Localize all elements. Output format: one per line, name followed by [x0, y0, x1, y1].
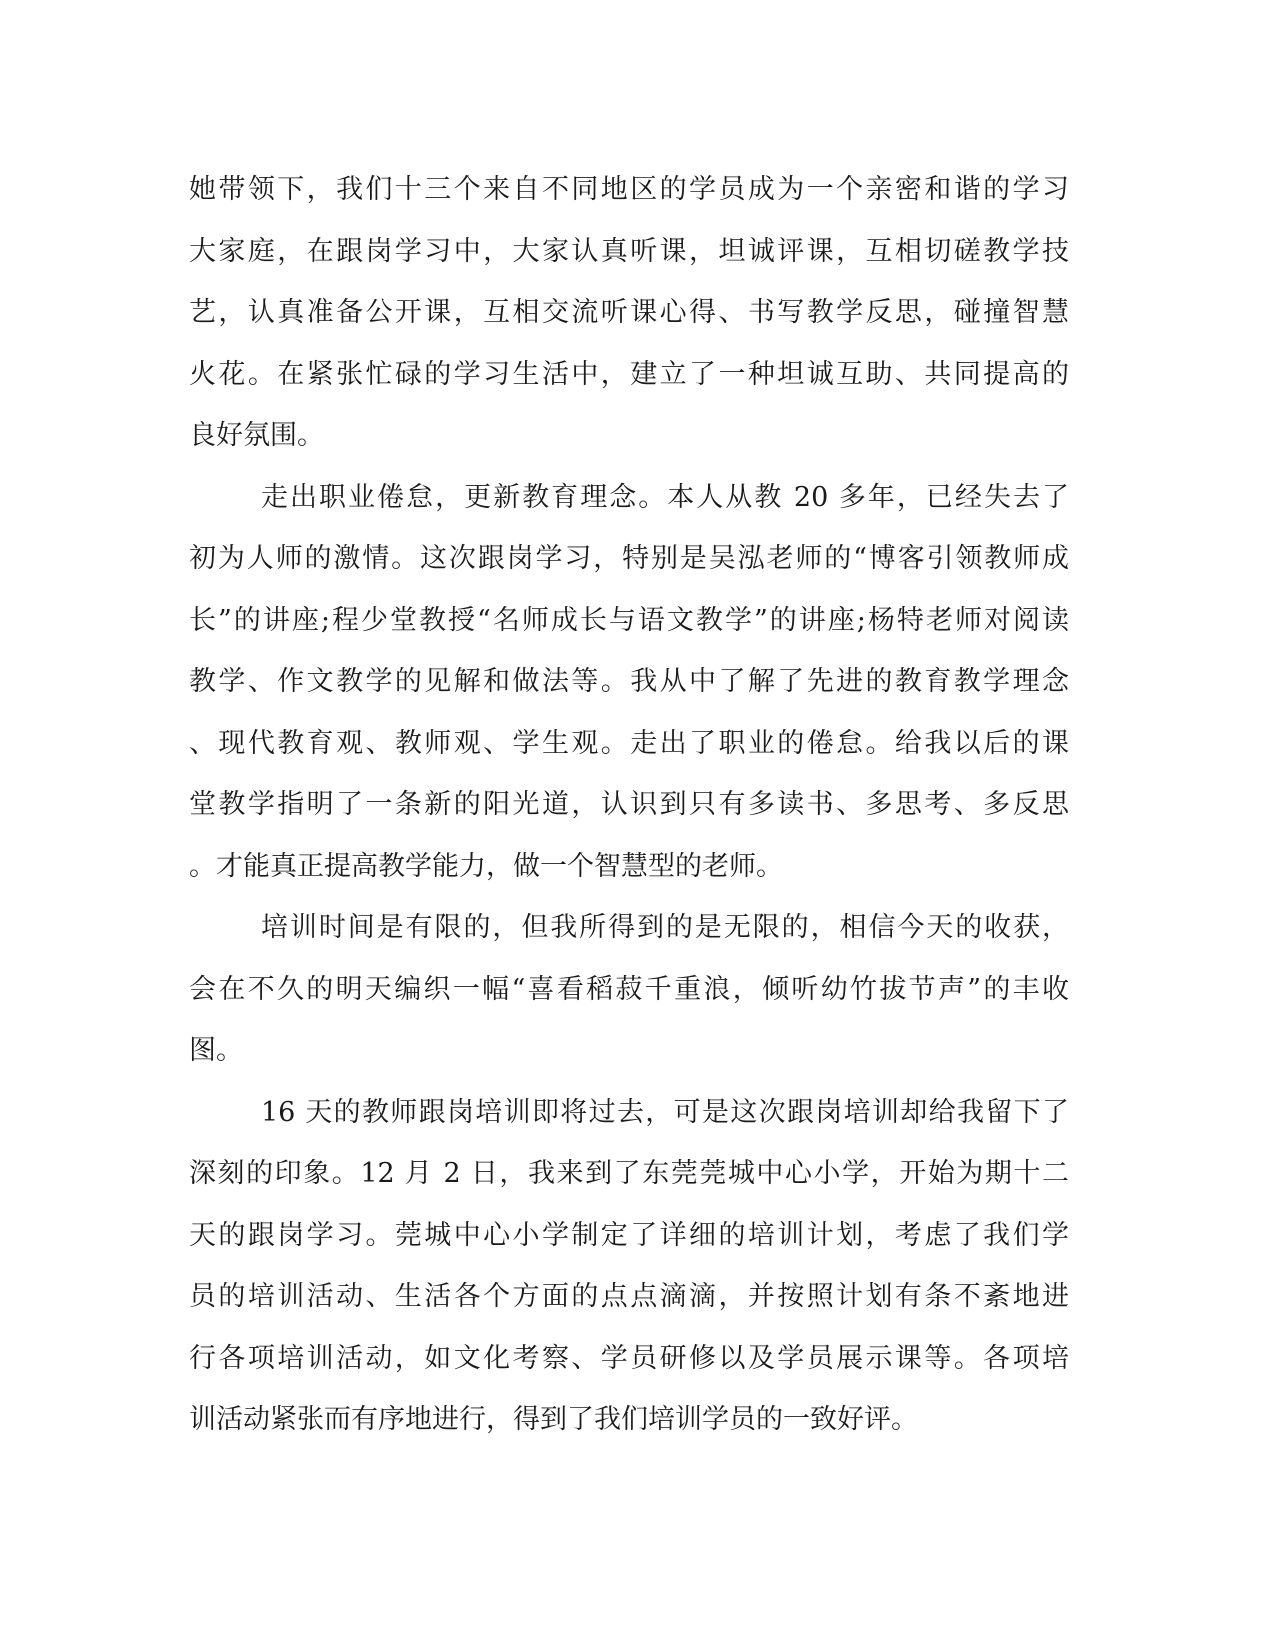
text-line: 她带领下，我们十三个来自不同地区的学员成为一个亲密和谐的学习 — [189, 174, 1069, 205]
text-line: 深刻的印象。12 月 2 日，我来到了东莞莞城中心小学，开始为期十二 — [189, 1158, 1069, 1189]
text-line: 、现代教育观、教师观、学生观。走出了职业的倦怠。给我以后的课 — [189, 727, 1069, 759]
text-line: 员的培训活动、生活各个方面的点点滴滴，并按照计划有条不紊地进 — [189, 1281, 1069, 1312]
text-line: 16 天的教师跟岗培训即将过去，可是这次跟岗培训却给我留下了 — [261, 1096, 1069, 1128]
paragraph-2 — [189, 467, 1069, 898]
text-line: 艺，认真准备公开课，互相交流听课心得、书写教学反思，碰撞智慧 — [189, 297, 1069, 328]
text-line: 初为人师的激情。这次跟岗学习，特别是吴泓老师的“博客引领教师成 — [189, 543, 1069, 574]
text-line: 培训时间是有限的，但我所得到的是无限的，相信今天的收获， — [261, 912, 1069, 943]
text-line: 图。 — [189, 1035, 243, 1066]
text-line: 走出职业倦怠，更新教育理念。本人从教 20 多年，已经失去了 — [261, 481, 1069, 513]
text-line: 训活动紧张而有序地进行，得到了我们培训学员的一致好评。 — [189, 1404, 918, 1435]
paragraph-1 — [189, 159, 1069, 467]
text-line: 会在不久的明天编织一幅“喜看稻菽千重浪，倾听幼竹拔节声”的丰收 — [189, 973, 1069, 1005]
text-line: 长”的讲座;程少堂教授“名师成长与语文教学”的讲座;杨特老师对阅读 — [189, 604, 1069, 636]
text-line: 。才能真正提高教学能力，做一个智慧型的老师。 — [189, 850, 783, 882]
paragraph-4 — [189, 1082, 1069, 1451]
text-line: 良好氛围。 — [189, 420, 324, 451]
paragraph-3 — [189, 897, 1069, 1082]
document-body — [189, 159, 1069, 1451]
text-line: 堂教学指明了一条新的阳光道，认识到只有多读书、多思考、多反思 — [189, 789, 1069, 820]
text-line: 行各项培训活动，如文化考察、学员研修以及学员展示课等。各项培 — [189, 1342, 1069, 1374]
text-line: 教学、作文教学的见解和做法等。我从中了解了先进的教育教学理念 — [189, 666, 1069, 697]
text-line: 大家庭，在跟岗学习中，大家认真听课，坦诚评课，互相切磋教学技 — [189, 235, 1069, 267]
text-line: 天的跟岗学习。莞城中心小学制定了详细的培训计划，考虑了我们学 — [189, 1219, 1069, 1251]
text-line: 火花。在紧张忙碌的学习生活中，建立了一种坦诚互助、共同提高的 — [189, 358, 1069, 390]
